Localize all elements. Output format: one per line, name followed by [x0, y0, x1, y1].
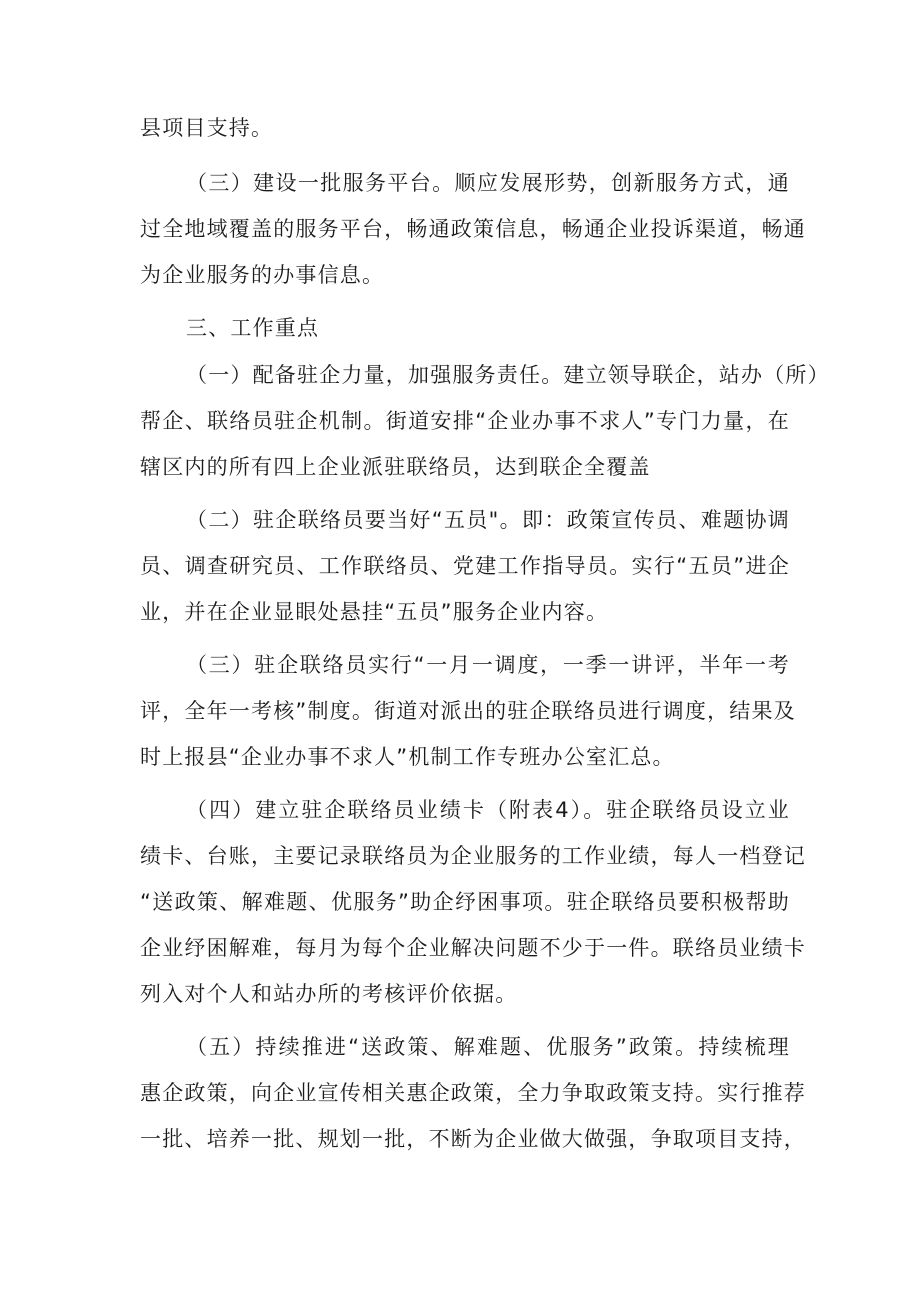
paragraph-line: “送政策、解难题、优服务”助企纾困事项。驻企联络员要积极帮助	[140, 890, 790, 914]
paragraph-line: 评，全年一考核”制度。街道对派出的驻企联络员进行调度，结果及	[140, 699, 796, 723]
paragraph-line: 一批、培养一批、规划一批，不断为企业做大做强，争取项目支持，	[140, 1127, 806, 1151]
paragraph-line: 过全地域覆盖的服务平台，畅通政策信息，畅通企业投诉渠道，畅通	[140, 217, 806, 241]
paragraph-line: （一）配备驻企力量，加强服务责任。建立领导联企，站办（所）	[186, 363, 830, 387]
paragraph-line: 惠企政策，向企业宣传相关惠企政策，全力争取政策支持。实行推荐	[140, 1081, 806, 1105]
paragraph-line: 员、调查研究员、工作联络员、党建工作指导员。实行“五员”进企	[140, 554, 790, 578]
paragraph-line: 列入对个人和站办所的考核评价依据。	[140, 982, 518, 1006]
paragraph-line: （五）持续推进“送政策、解难题、优服务”政策。持续梳理	[186, 1035, 790, 1059]
paragraph-line: 县项目支持。	[140, 116, 274, 140]
section-heading: 三、工作重点	[186, 316, 320, 340]
paragraph-line: （三）驻企联络员实行“一月一调度，一季一讲评，半年一考	[186, 653, 790, 677]
paragraph-line: 时上报县“企业办事不求人”机制工作专班办公室汇总。	[140, 745, 675, 769]
paragraph-line: （四）建立驻企联络员业绩卡（附表4）。驻企联络员设立业	[186, 798, 790, 822]
paragraph-line: 业，并在企业显眼处悬挂“五员”服务企业内容。	[140, 600, 609, 624]
paragraph-line: 绩卡、台账，主要记录联络员为企业服务的工作业绩，每人一档登记	[140, 844, 806, 868]
paragraph-line: 帮企、联络员驻企机制。街道安排“企业办事不求人”专门力量，在	[140, 409, 790, 433]
paragraph-line: （二）驻企联络员要当好“五员"。即：政策宣传员、难题协调	[186, 508, 790, 532]
paragraph-line: 为企业服务的办事信息。	[140, 263, 385, 287]
paragraph-line: 辖区内的所有四上企业派驻联络员，达到联企全覆盖	[140, 455, 651, 479]
paragraph-line: （三）建设一批服务平台。顺应发展形势，创新服务方式，通	[186, 171, 790, 195]
paragraph-line: 企业纾困解难，每月为每个企业解决问题不少于一件。联络员业绩卡	[140, 936, 806, 960]
